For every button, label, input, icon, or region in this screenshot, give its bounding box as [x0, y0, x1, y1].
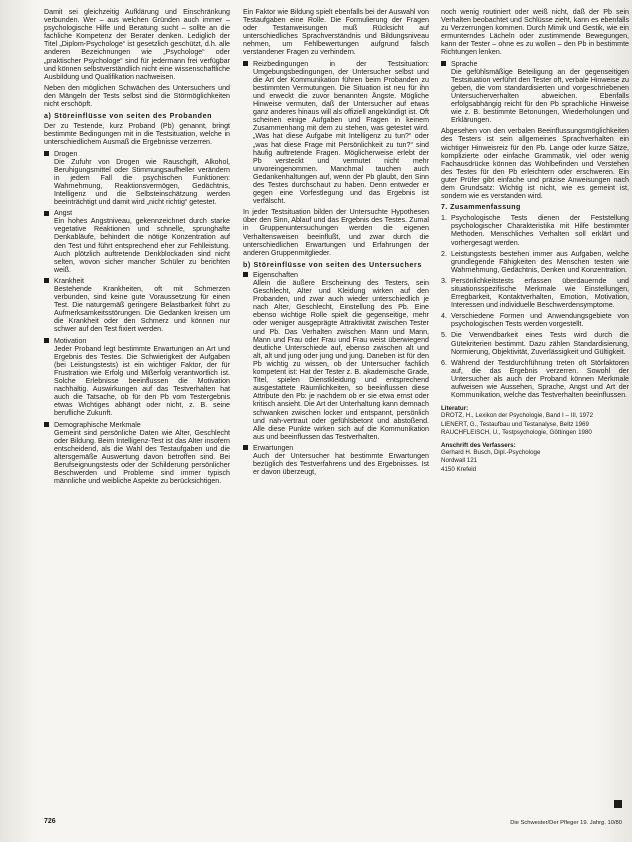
paragraph: Abgesehen von den verbalen Beeinflussungsmöglichkeiten des Testers ist sein allgemeines Sprachverhalten ein wichtiger Hinweisreiz für den Pb. Lange oder kurze Sätze, komplizierte oder einfache Grammatik, viel oder wenig Fachausdrücke können das Wohlbefinden und Verstehen des Testes für den Pb erleichtern oder erschweren. Ein guter Prüfer gibt einfache und präzise Anweisungen nach dem Grundsatz: Wichtig ist nicht, wie es gemeint ist, sondern wie es verstanden wird. — [441, 127, 629, 201]
summary-item — [441, 214, 629, 246]
bullet-title: Angst — [54, 209, 73, 218]
bullet-text: Jeder Proband legt bestimmte Erwartungen an Art und Ergebnis des Testes. Die Schwierigkeit der Aufgaben (bei Leistungstests) ist ein wichtiger Faktor, der für Frustration wie Erfolg und Mißerfolg verantwortlich ist. Solche Erlebnisse beeinflussen die Motivation nachhaltig. Auswirkungen auf das Testverhalten hat auch die Tatsache, ob für den Pb vom Testergebnis etwas Wichtiges abhängt oder nicht, z. B. seine berufliche Zukunft. — [54, 344, 230, 418]
bullet-item — [44, 421, 230, 486]
summary-text: Verschiedene Formen und Anwendungsgebiete von psychologischen Tests werden vorgestellt. — [451, 312, 629, 329]
paragraph: noch wenig routiniert oder weiß nicht, daß der Pb sein Verhalten beobachtet und Schlüsse zieht, kann es ebenfalls zu Verzerrungen kommen. Durch Mimik und Gestik, wie ein ermunterndes Lächeln oder zustimmende Bewegungen, kann der Tester – ohne es zu wollen – den Pb in bestimmte Richtungen lenken. — [441, 8, 629, 57]
section-heading: b) Störeinflüsse von seiten des Untersuchers — [243, 260, 422, 269]
summary-list — [441, 214, 629, 399]
bullet-text: Die Zufuhr von Drogen wie Rauschgift, Alkohol, Beruhigungsmittel oder Stimmungsaufheller verändern in jedem Fall die psychischen Funktionen: Wahrnehmung, Reaktionsvermögen, Gedächtnis, Intelligenz und die Selbsteinschätzung werden beeinträchtigt und damit wird „nicht richtig“ getestet. — [54, 157, 230, 207]
bullet-square-icon — [243, 61, 248, 66]
bullet-item — [243, 60, 429, 206]
bullet-item — [44, 277, 230, 334]
bullet-square-icon — [44, 422, 49, 427]
bullet-list — [441, 60, 629, 125]
bullet-text: Reizbedingungen in der Testsituation: Umgebungsbedingungen, der Untersucher selbst und die Art der Kommunikation führen beim Probanden zu bestimmten Vermutungen. Die Situation ist neu für ihn und erweckt die zuvor benannten Ängste. Mögliche Hinweise vermuten, daß der Untersucher auf etwas ganz anderes hinaus will als offiziell angekündigt ist. Oft scheinen einige Aufgaben und Fragen in keinem Zusammenhang mit dem zu stehen, was getestet wird. „Was hat diese Aufgabe mit Intelligenz zu tun?“ oder „was hat diese Frage mit Persönlichkeit zu tun?“ sind häufig auftretende Fragen. Möglicherweise erlebt der Pb versteckt und vermutet nicht mehr unvoreingenommen. Manchmal tauchen auch Gedankenhaltungen auf, wenn der Pb glaubt, den Sinn des Testes durchschaut zu haben. Denn entweder er gegen eine Vorfestlegung und das Ergebnis ist verfälscht. — [253, 59, 429, 206]
address-line: 4150 Krefeld — [441, 465, 477, 473]
item-number: 3. — [441, 276, 447, 285]
bullet-square-icon — [44, 278, 49, 283]
bullet-square-icon — [441, 61, 446, 66]
paragraph: Ein Faktor wie Bildung spielt ebenfalls bei der Auswahl von Testaufgaben eine Rolle. Die Formulierung der Fragen oder Testanweisungen muß Rücksicht auf unterschiedliches Sprachverständnis und Bildungsniveau nehmen, um Fehlbewertungen aufgrund falsch verstandener Fragen zu verhindern. — [243, 8, 429, 57]
bullet-text: Bestehende Krankheiten, oft mit Schmerzen verbunden, sind keine gute Voraussetzung für einen Test. Die naturgemäß geringere Belastbarkeit führt zu Aufmerksamkeitsstörungen. Die Gedanken kreisen um die Krankheit oder den Schmerz und können nur schwer auf den Test fixiert werden. — [54, 285, 230, 334]
bullet-title: Motivation — [54, 336, 87, 345]
column-3 — [441, 8, 629, 474]
paragraph: In jeder Testsituation bilden der Untersuchte Hypothesen über den Sinn, Ablauf und das Ergebnis des Testes. Zumal in Gruppenuntersuchungen werden die eigenen Verhaltensweisen beeinflußt, und zwar durch die unterschiedlichen Erwartungen und Erfahrungen der anderen Gruppenmitglieder. — [243, 208, 429, 257]
page-number: 726 — [44, 818, 56, 825]
bullet-square-icon — [243, 445, 248, 450]
item-number: 4. — [441, 312, 447, 321]
end-mark-square — [614, 800, 622, 808]
item-number: 2. — [441, 249, 447, 258]
bullet-title: Demographische Merkmale — [54, 420, 141, 429]
bullet-text: Auch der Untersucher hat bestimmte Erwartungen bezüglich des Testverfahrens und des Ergebnisses. Ist er davon überzeugt, — [253, 451, 429, 477]
item-number: 6. — [441, 358, 447, 367]
summary-item — [441, 277, 629, 309]
summary-text: Leistungstests bestehen immer aus Aufgaben, welche grundlegende Fähigkeiten des Menschen testen wie Wahrnehmung, Gedächtnis, Denken und Konzentration. — [451, 249, 629, 274]
journal-footer: Die Schwester/Der Pfleger 19. Jahrg. 10/80 — [510, 820, 622, 826]
address-heading: Anschrift des Verfassers: — [441, 442, 516, 450]
paragraph: Der zu Testende, kurz Proband (Pb) genannt, bringt bestimmte Bedingungen mit in die Testsituation, welche in unterschiedlichem Ausmaß die Ergebnisse verzerren. — [44, 122, 230, 147]
bullet-list — [44, 150, 230, 486]
summary-item — [441, 359, 629, 399]
address-line: Nordwall 121 — [441, 457, 478, 465]
bullet-title: Krankheit — [54, 276, 84, 285]
bullet-text: Die gefühlsmäßige Beteiligung an der gegenseitigen Testsituation verführt den Tester oft, verbale Hinweise zu geben, die vom standardisierten und vorgeschriebenen Untersucherverhalten abweichen. Ebenfalls erfolgsabhängig reicht für den Pb sprachliche Hinweise wie z. B. bestimmte Betonungen, Wiederholungen und Erklärungen. — [451, 67, 629, 125]
summary-text: Persönlichkeitstests erfassen überdauernde und situationsspezifische Merkmale wie Einstellungen, Erregbarkeit, Kontaktverhalten, Emotion, Motivation, Interessen und individuelle Beschwerdensymptome. — [451, 276, 629, 310]
summary-item — [441, 331, 629, 355]
summary-item — [441, 250, 629, 274]
paragraph: Damit sei gleichzeitig Aufklärung und Einschränkung verbunden. Wer – aus welchen Gründen auch immer – psychologische Hilfe und Beratung sucht – sollte an die fachliche Kompetenz der Berater denken. Lediglich der Titel „Diplom-Psychologe“ ist gesetzlich geschützt, d.h. alle anderen Bezeichnungen wie „Psychologe“ oder „praktischer Psychologe“ sind für jedermann frei verfügbar und können selbstverständlich nicht eine wissenschaftliche Ausbildung und Qualifikation nachweisen. — [44, 8, 230, 81]
bullet-text: Ein hohes Angstniveau, gekennzeichnet durch starke vegetative Reaktionen und schnelle, sprunghafte Denkabläufe, behindert die nötige Konzentration auf den Test und führt entsprechend eher zur Fehlleistung. Auch plötzlich auftretende Denkblockaden sind nicht selten, wovon sicher mancher Schüler zu berichten weiß. — [54, 217, 230, 274]
references — [441, 405, 629, 473]
bullet-item — [243, 444, 429, 476]
paragraph: Neben den möglichen Schwächen des Untersuchers und den Mängeln der Tests selbst sind die Störmöglichkeiten nicht erschöpft. — [44, 83, 230, 109]
item-number: 5. — [441, 331, 447, 340]
item-number: 1. — [441, 214, 447, 223]
section-heading: 7. Zusammenfassung — [441, 203, 521, 212]
summary-text: Die Verwendbarkeit eines Tests wird durch die Gütekriterien bestimmt. Dazu zählen Standardisierung, Normierung, Objektivität, Zuverlässigkeit und Gültigkeit. — [451, 331, 629, 356]
bullet-square-icon — [44, 211, 49, 216]
bullet-title: Drogen — [54, 149, 78, 158]
literature-entry: RAUCHFLEISCH, U., Testpsychologie, Göttingen 1980 — [441, 428, 592, 436]
literature-heading: Literatur: — [441, 405, 469, 413]
summary-text: Psychologische Tests dienen der Feststellung psychologischer Charakteristika mit Hilfe bestimmter Methoden. Menschliches Verhalten soll erklärt und vorhergesagt werden. — [451, 214, 629, 247]
literature-entry: DROTZ, H., Lexikon der Psychologie, Band I – III, 1972 — [441, 412, 594, 420]
bullet-square-icon — [44, 151, 49, 156]
bullet-item — [243, 271, 429, 441]
address-line: Gerhard H. Busch, Dipl.-Psychologe — [441, 449, 541, 457]
bullet-title: Erwartungen — [253, 443, 294, 452]
bullet-text: Gemeint sind persönliche Daten wie Alter, Geschlecht oder Bildung. Beim Intelligenz-Test ist das Alter insofern entscheidend, als die Wahl des Testaufgaben und die altersgemäße Auswertung davon betroffen sind. Bei Berufseignungstests oder der Schilderung persönlicher Beschwerden und Probleme sind immer typisch männliche und weibliche Aspekte zu berücksichtigen. — [54, 428, 230, 486]
bullet-list — [243, 60, 429, 206]
bullet-title: Sprache — [451, 59, 478, 68]
summary-text: Während der Testdurchführung treten oft Störfaktoren auf, die das Ergebnis verzerren. Sowohl der Untersucher als auch der Proband können Merkmale aufweisen wie Aussehen, Sprache, Angst und Art der Kommunikation, welche das Testverhalten beeinflussen. — [451, 358, 629, 400]
bullet-square-icon — [44, 338, 49, 343]
column-1 — [44, 8, 230, 488]
column-2 — [243, 8, 429, 479]
literature-entry: LIENERT, G., Testaufbau und Testanalyse, Beltz 1969 — [441, 420, 589, 428]
section-heading: a) Störeinflüsse von seiten des Probanden — [44, 112, 213, 121]
bullet-title: Eigenschaften — [253, 270, 298, 279]
bullet-item — [44, 150, 230, 207]
bullet-list — [243, 271, 429, 476]
bullet-item — [441, 60, 629, 125]
bullet-square-icon — [243, 272, 248, 277]
bullet-item — [44, 209, 230, 274]
bullet-text: Allein die äußere Erscheinung des Testers, sein Geschlecht, Alter und Kleidung wirken auf den Probanden, und zwar auch wieder unterschiedlich je nach Alter, Geschlecht, Einstellung des Pb. Eine ebenso wichtige Rolle spielt die gegenseitige, mehr oder weniger ausgeprägte Attraktivität zwischen Tester und Pb. Das Verhalten zwischen Mann und Mann, Mann und Frau oder Frau und Frau weist überwiegend deutliche Unterschiede auf, ebenso zwischen alt und alt, alt und jung oder jung und jung. Daneben ist für den Pb wichtig zu wissen, ob der Untersucher fachlich kompetent ist: Hat der Tester z. B. akademische Grade, Titel, spielen Dienstkleidung und entsprechend ausgestattete Räumlichkeiten, so beeinflussen diese Attribute den Pb: je nachdem ob er sie etwa ernst oder kritisch ansieht. Die Art der Unterhaltung kann demnach schwanken zwischen locker und entspannt, persönlich und nah-vertraut oder gefühlsbetont und abstoßend. Alle diese Punkte wirken sich auf die Kommunikation aus und beeinflussen das Testverhalten. — [253, 279, 429, 441]
bullet-item — [44, 337, 230, 418]
summary-item — [441, 312, 629, 328]
